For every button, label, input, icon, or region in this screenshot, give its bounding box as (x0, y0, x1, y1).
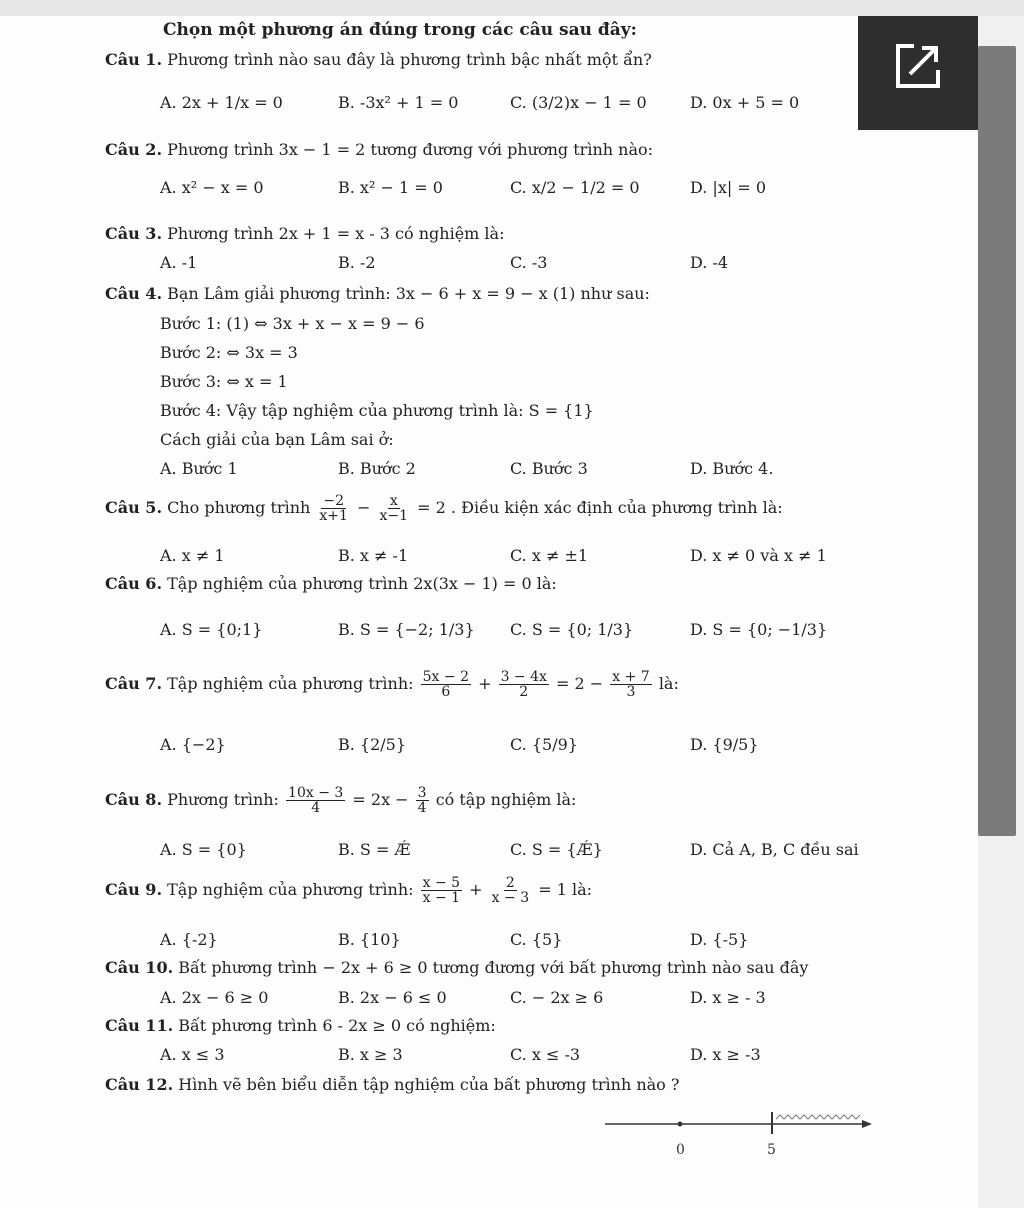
denominator: 6 (441, 684, 451, 700)
option-b: B. S = {−2; 1/3} (338, 620, 475, 639)
numerator: 2 (505, 875, 515, 891)
axis-arrow (862, 1120, 872, 1128)
question-text: Tập nghiệm của phương trình: (167, 674, 414, 693)
question-2 (105, 142, 653, 158)
question-text: Bất phương trình 6 - 2x ≥ 0 có nghiệm: (178, 1016, 496, 1035)
numerator: x (389, 493, 398, 509)
option-d: D. x ≠ 0 và x ≠ 1 (690, 546, 827, 565)
option-b: B. x ≥ 3 (338, 1045, 403, 1064)
origin-point (678, 1122, 683, 1127)
fraction (421, 670, 471, 699)
option-b: B. Bước 2 (338, 459, 416, 478)
question-text: = 2 . Điều kiện xác định của phương trình là: (417, 498, 783, 517)
option-c: C. x ≤ -3 (510, 1045, 581, 1064)
question-5 (105, 494, 783, 523)
numerator: 5x − 2 (422, 669, 469, 685)
operator: − (357, 498, 371, 517)
denominator: 4 (417, 800, 427, 816)
option-a: A. -1 (160, 253, 198, 272)
fraction (490, 876, 531, 905)
denominator: x+1 (319, 508, 348, 524)
question-10 (105, 960, 808, 976)
denominator: x − 3 (491, 890, 530, 906)
step-2: Bước 2: ⇔ 3x = 3 (160, 343, 298, 362)
option-a: A. x ≠ 1 (160, 546, 225, 565)
option-c: C. − 2x ≥ 6 (510, 988, 604, 1007)
denominator: 3 (626, 684, 636, 700)
question-7 (105, 670, 679, 699)
fraction (286, 786, 345, 815)
scrollbar-thumb[interactable] (978, 46, 1016, 836)
question-text: Bất phương trình − 2x + 6 ≥ 0 tương đương với bất phương trình nào sau đây (178, 958, 809, 977)
question-3 (105, 226, 504, 242)
question-label: Câu 12. (105, 1075, 174, 1094)
question-4 (105, 286, 650, 302)
question-12 (105, 1077, 679, 1093)
question-text: Tập nghiệm của phương trình: (167, 880, 414, 899)
question-text: Hình vẽ bên biểu diễn tập nghiệm của bất phương trình nào ? (178, 1075, 680, 1094)
question-text: Tập nghiệm của phương trình 2x(3x − 1) = 0 là: (167, 574, 557, 593)
question-text: = 1 là: (538, 880, 593, 899)
option-d: D. 0x + 5 = 0 (690, 93, 800, 112)
question-6 (105, 576, 557, 592)
tick-label-5: 5 (767, 1142, 776, 1158)
option-d: D. x ≥ -3 (690, 1045, 761, 1064)
question-prompt: Cách giải của bạn Lâm sai ở: (160, 430, 394, 449)
option-c: C. S = {Ǽ} (510, 840, 603, 859)
option-d: D. x ≥ - 3 (690, 988, 766, 1007)
numerator: x − 5 (422, 875, 461, 891)
option-a: A. 2x + 1/x = 0 (160, 93, 283, 112)
option-d: D. |x| = 0 (690, 178, 766, 197)
question-text: Cho phương trình (167, 498, 311, 517)
question-11 (105, 1018, 496, 1034)
question-label: Câu 4. (105, 284, 163, 303)
operator: + (478, 674, 492, 693)
option-a: A. x² − x = 0 (160, 178, 264, 197)
option-c: C. -3 (510, 253, 548, 272)
denominator: 4 (311, 800, 321, 816)
option-c: C. {5} (510, 930, 563, 949)
option-c: C. {5/9} (510, 735, 578, 754)
option-b: B. {2/5} (338, 735, 407, 754)
step-3: Bước 3: ⇔ x = 1 (160, 372, 288, 391)
fraction (416, 786, 429, 815)
step-1: Bước 1: (1) ⇔ 3x + x − x = 9 − 6 (160, 314, 425, 333)
question-text: Phương trình: (167, 790, 279, 809)
option-c: C. S = {0; 1/3} (510, 620, 634, 639)
tick-label-0: 0 (676, 1142, 685, 1158)
worksheet-heading: Chọn một phương án đúng trong các câu sau đây: (163, 20, 637, 40)
numerator: −2 (323, 493, 344, 509)
fraction (421, 876, 462, 905)
external-link-icon[interactable] (892, 40, 944, 92)
option-c: C. (3/2)x − 1 = 0 (510, 93, 647, 112)
question-1 (105, 52, 652, 68)
option-b: B. 2x − 6 ≤ 0 (338, 988, 447, 1007)
option-d: D. -4 (690, 253, 729, 272)
question-label: Câu 7. (105, 674, 163, 693)
question-label: Câu 3. (105, 224, 163, 243)
option-b: B. -3x² + 1 = 0 (338, 93, 459, 112)
question-8 (105, 786, 576, 815)
option-c: C. x/2 − 1/2 = 0 (510, 178, 640, 197)
numerator: 3 (417, 785, 427, 801)
question-text: Phương trình nào sau đây là phương trình bậc nhất một ẩn? (167, 50, 652, 69)
question-label: Câu 2. (105, 140, 163, 159)
question-label: Câu 5. (105, 498, 163, 517)
denominator: x−1 (379, 508, 409, 524)
fraction (610, 670, 651, 699)
fraction (499, 670, 549, 699)
question-label: Câu 11. (105, 1016, 174, 1035)
option-d: D. Cả A, B, C đều sai (690, 840, 859, 859)
option-d: D. {-5} (690, 930, 749, 949)
operator: = 2x − (352, 790, 409, 809)
option-a: A. {−2} (160, 735, 226, 754)
option-a: A. S = {0;1} (160, 620, 263, 639)
hatched-region (776, 1115, 860, 1119)
question-text: Bạn Lâm giải phương trình: 3x − 6 + x = 9 − x (1) như sau: (167, 284, 650, 303)
number-line-svg (600, 1108, 880, 1168)
question-label: Câu 6. (105, 574, 163, 593)
question-label: Câu 10. (105, 958, 174, 977)
question-label: Câu 1. (105, 50, 163, 69)
option-a: A. S = {0} (160, 840, 247, 859)
number-line-figure (600, 1108, 880, 1168)
option-a: A. {-2} (160, 930, 218, 949)
denominator: x − 1 (422, 890, 461, 906)
option-b: B. {10} (338, 930, 401, 949)
question-label: Câu 9. (105, 880, 163, 899)
numerator: x + 7 (612, 669, 650, 685)
question-text: có tập nghiệm là: (435, 790, 577, 809)
option-d: D. Bước 4. (690, 459, 774, 478)
option-d: D. {9/5} (690, 735, 759, 754)
option-b: B. x ≠ -1 (338, 546, 409, 565)
question-label: Câu 8. (105, 790, 163, 809)
denominator: 2 (519, 684, 529, 700)
option-b: B. x² − 1 = 0 (338, 178, 443, 197)
numerator: 3 − 4x (500, 669, 547, 685)
option-a: A. Bước 1 (160, 459, 238, 478)
option-a: A. x ≤ 3 (160, 1045, 225, 1064)
option-a: A. 2x − 6 ≥ 0 (160, 988, 269, 1007)
option-d: D. S = {0; −1/3} (690, 620, 828, 639)
question-text: là: (658, 674, 679, 693)
operator: + (469, 880, 483, 899)
step-4: Bước 4: Vậy tập nghiệm của phương trình là: S = {1} (160, 401, 594, 420)
option-b: B. S = Ǽ (338, 840, 411, 859)
fraction (317, 494, 350, 523)
question-text: Phương trình 2x + 1 = x - 3 có nghiệm là: (167, 224, 505, 243)
numerator: 10x − 3 (288, 785, 344, 801)
question-text: Phương trình 3x − 1 = 2 tương đương với phương trình nào: (167, 140, 654, 159)
option-c: C. x ≠ ±1 (510, 546, 589, 565)
option-b: B. -2 (338, 253, 376, 272)
fraction (378, 494, 411, 523)
option-c: C. Bước 3 (510, 459, 588, 478)
question-9 (105, 876, 592, 905)
operator: = 2 − (556, 674, 604, 693)
